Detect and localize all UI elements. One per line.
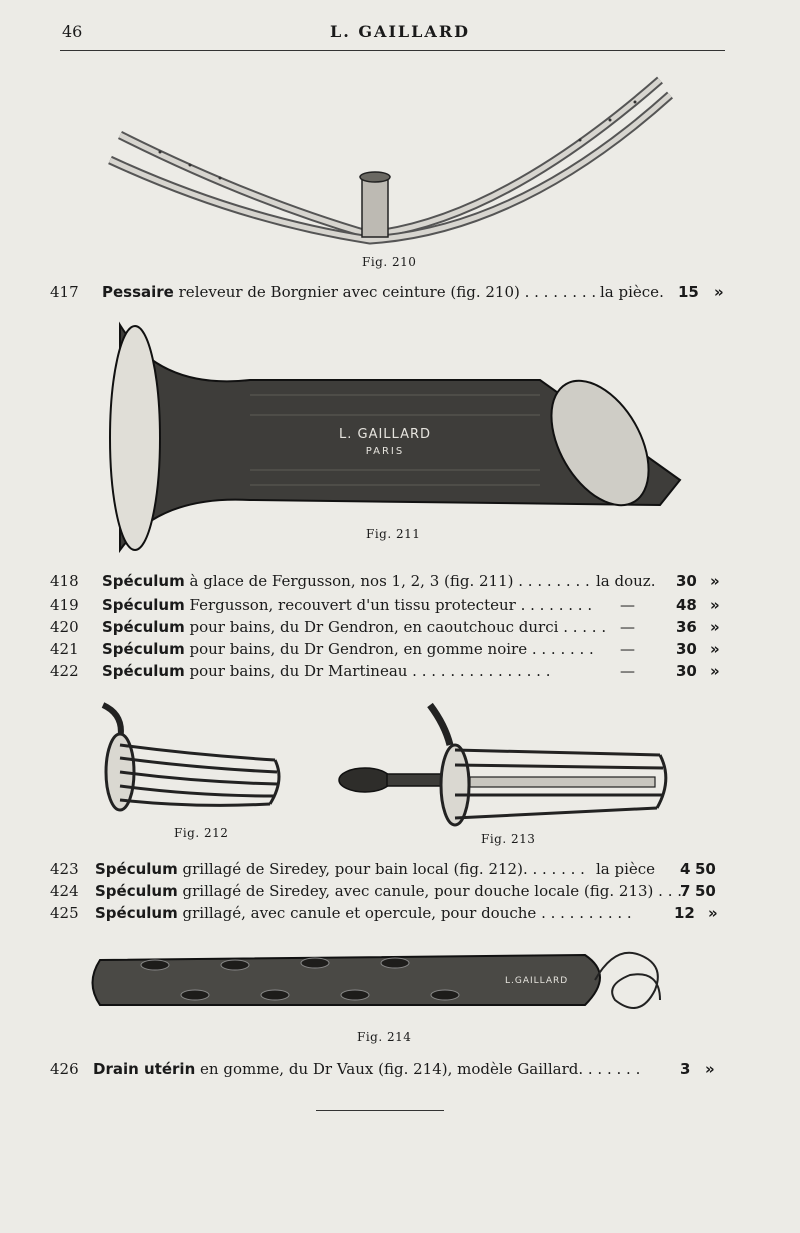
item-cents: » [710,572,720,590]
catalog-item-417 [50,283,740,303]
item-cents: » [710,618,720,636]
item-name: Spéculum [95,860,178,878]
catalog-item-426 [50,1060,740,1080]
item-number: 421 [50,640,79,658]
item-cents: » [705,1060,715,1078]
item-price: 30 [676,640,697,658]
item-name: Spéculum [102,640,185,658]
catalog-item-423 [50,860,740,880]
item-price: 3 [680,1060,691,1078]
figure-213-caption: Fig. 213 [481,832,536,846]
engraving-city: PARIS [365,446,405,457]
item-unit: — [620,618,635,636]
item-number: 422 [50,662,79,680]
figure-210-pessary-illustration [100,60,680,245]
catalog-item-425 [50,904,740,924]
figure-214-caption: Fig. 214 [357,1030,412,1044]
item-cents: » [710,662,720,680]
catalog-item-418 [50,572,740,592]
figure-210-caption: Fig. 210 [362,255,417,269]
drain-engraving: L.GAILLARD [505,976,569,986]
engraving-brand: L. GAILLARD [338,427,432,442]
item-price: 36 [676,618,697,636]
header-rule [60,50,725,51]
item-number: 420 [50,618,79,636]
item-description: à glace de Fergusson, nos 1, 2, 3 (fig. 211) . . . . . . . . [189,572,590,590]
page-number: 46 [62,22,83,41]
item-description: releveur de Borgnier avec ceinture (fig. 210) . . . . . . . . [178,283,597,301]
figure-213-speculum-cannula-illustration [335,700,675,830]
item-name: Spéculum [95,904,178,922]
item-unit: — [620,640,635,658]
item-description: grillagé de Siredey, pour bain local (fig. 212). . . . . . . [182,860,585,878]
item-cents: 50 [695,860,716,878]
page-title: L. GAILLARD [329,22,471,41]
catalog-item-422 [50,662,740,682]
item-cents: » [708,904,718,922]
item-number: 419 [50,596,79,614]
item-cents: 50 [695,882,716,900]
footer-rule [316,1110,444,1111]
item-cents: » [714,283,724,301]
item-number: 424 [50,882,79,900]
item-description: Fergusson, recouvert d'un tissu protecteur . . . . . . . . [189,596,593,614]
item-name: Pessaire [102,283,174,301]
item-number: 417 [50,283,79,301]
catalog-item-420 [50,618,740,638]
item-price: 30 [676,572,697,590]
item-unit: la douz. [596,572,656,590]
item-price: 15 [678,283,699,301]
item-price: 48 [676,596,697,614]
catalog-item-419 [50,596,740,616]
catalog-item-424 [50,882,740,902]
item-price: 12 [674,904,695,922]
item-name: Spéculum [95,882,178,900]
figure-212-grille-speculum-illustration [95,700,290,820]
item-name: Drain utérin [93,1060,196,1078]
item-cents: » [710,640,720,658]
item-unit: — [620,662,635,680]
item-name: Spéculum [102,662,185,680]
item-number: 418 [50,572,79,590]
item-cents: » [710,596,720,614]
figure-211-caption: Fig. 211 [366,527,421,541]
item-price: 7 [680,882,691,900]
item-description: pour bains, du Dr Gendron, en caoutchouc durci . . . . . [189,618,607,636]
item-description: grillagé de Siredey, avec canule, pour douche locale (fig. 213) . . . [182,882,683,900]
item-number: 426 [50,1060,79,1078]
item-unit: la pièce. [600,283,664,301]
figure-214-uterine-drain-illustration [85,945,675,1025]
item-name: Spéculum [102,596,185,614]
item-name: Spéculum [102,618,185,636]
item-number: 425 [50,904,79,922]
item-name: Spéculum [102,572,185,590]
item-description: pour bains, du Dr Gendron, en gomme noire . . . . . . . [189,640,594,658]
item-price: 30 [676,662,697,680]
item-description: pour bains, du Dr Martineau . . . . . . . . . . . . . . . [189,662,551,680]
item-unit: la pièce [596,860,656,878]
figure-212-caption: Fig. 212 [174,826,229,840]
item-description: en gomme, du Dr Vaux (fig. 214), modèle Gaillard. . . . . . . [200,1060,641,1078]
item-unit: — [620,596,635,614]
catalog-item-421 [50,640,740,660]
item-description: grillagé, avec canule et opercule, pour douche . . . . . . . . . . [182,904,632,922]
item-price: 4 [680,860,691,878]
figure-211-speculum-illustration [100,320,690,555]
item-number: 423 [50,860,79,878]
